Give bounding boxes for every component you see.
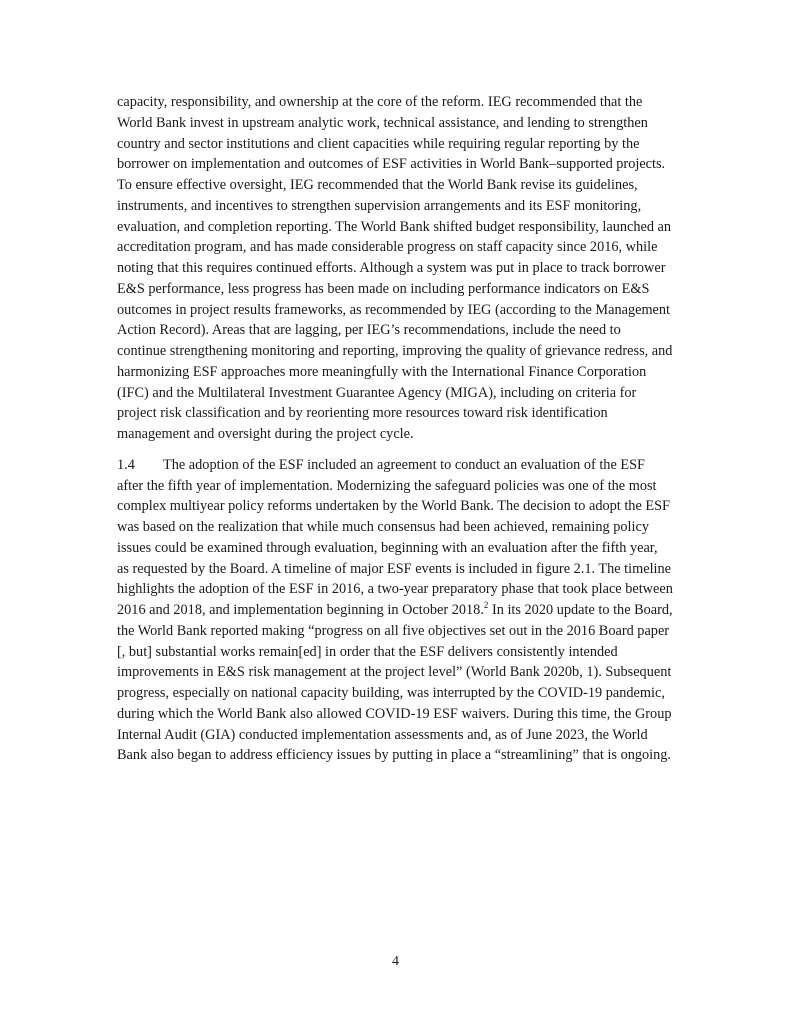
paragraph-number: 1.4 <box>117 456 135 473</box>
body-text <box>117 92 673 766</box>
paragraph-1-4 <box>117 455 673 766</box>
paragraph-text-part-1: The adoption of the ESF included an agreement to conduct an evaluation of the ESF after the fifth year of implementation. Modernizing the safeguard policies was one of the most complex multiyear policy reforms undertaken by the World Bank. The decision to adopt the ESF was based on the realization that while much consensus had been achieved, remaining policy issues could be examined through evaluation, beginning with an evaluation after the fifth year, as requested by the Board. A timeline of major ESF events is included in figure 2.1. The timeline highlights the adoption of the ESF in 2016, a two-year preparatory phase that took place between 2016 and 2018, and implementation beginning in October 2018. <box>117 456 673 618</box>
paragraph-text-part-2: In its 2020 update to the Board, the World Bank reported making “progress on all five objectives set out in the 2016 Board paper [, but] substantial works remain[ed] in order that the ESF delivers consistently intended improvements in E&S risk management at the project level” (World Bank 2020b, 1). Subsequent progress, especially on national capacity building, was interrupted by the COVID-19 pandemic, during which the World Bank also allowed COVID-19 ESF waivers. During this time, the Group Internal Audit (GIA) conducted implementation assessments and, as of June 2023, the World Bank also began to address efficiency issues by putting in place a “streamlining” that is ongoing. <box>117 602 673 764</box>
page-number: 4 <box>392 954 399 969</box>
continued-paragraph: capacity, responsibility, and ownership at the core of the reform. IEG recommended that the World Bank invest in upstream analytic work, technical assistance, and lending to strengthen country and sector institutions and client capacities while requiring regular reporting by the borrower on implementation and outcomes of ESF activities in World Bank–supported projects. To ensure effective oversight, IEG recommended that the World Bank revise its guidelines, instruments, and incentives to strengthen supervision arrangements and its ESF monitoring, evaluation, and completion reporting. The World Bank shifted budget responsibility, launched an accreditation program, and has made considerable progress on staff capacity since 2016, while noting that this requires continued efforts. Although a system was put in place to track borrower E&S performance, less progress has been made on including performance indicators on E&S outcomes in project results frameworks, as recommended by IEG (according to the Management Action Record). Areas that are lagging, per IEG’s recommendations, include the need to continue strengthening monitoring and reporting, improving the quality of grievance redress, and harmonizing ESF approaches more meaningfully with the International Finance Corporation (IFC) and the Multilateral Investment Guarantee Agency (MIGA), including on criteria for project risk classification and by reorienting more resources toward risk identification management and oversight during the project cycle. <box>117 94 673 442</box>
footnote-reference[interactable]: 2 <box>483 600 489 611</box>
